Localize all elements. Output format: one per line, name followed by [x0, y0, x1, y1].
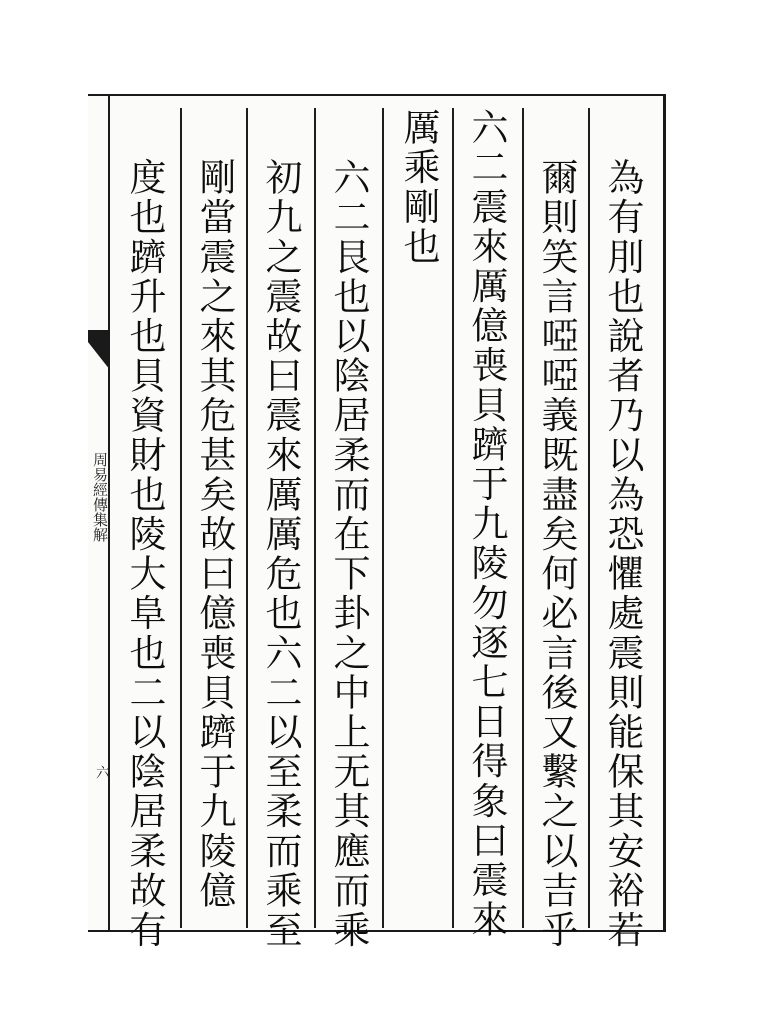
- column-rule: [522, 108, 524, 928]
- text-column-4: 厲乘剛也: [397, 108, 440, 267]
- column-rule: [452, 108, 454, 928]
- text-column-6: 初九之震故曰震來厲厲危也六二以至柔而乘至: [259, 158, 302, 950]
- column-rule: [246, 108, 248, 928]
- book-title: 周易經傳集解: [91, 452, 109, 542]
- text-column-1: 為有刖也說者乃以為恐懼處震則能保其安裕若: [601, 158, 644, 950]
- column-rule: [588, 108, 590, 928]
- page-number: 六: [94, 765, 110, 779]
- text-column-3: 六二震來厲億喪貝躋于九陵勿逐七日得象曰震來: [465, 108, 508, 940]
- text-column-8: 度也躋升也貝資財也陵大阜也二以陰居柔故有: [123, 158, 166, 950]
- text-column-2: 爾則笑言啞啞義既盡矣何必言後又繫之以吉乎: [535, 158, 578, 950]
- column-rule: [180, 108, 182, 928]
- text-column-5: 六二艮也以陰居柔而在下卦之中上无其應而乘: [327, 158, 370, 950]
- text-column-7: 剛當震之來其危甚矣故曰億喪貝躋于九陵億: [193, 158, 236, 911]
- column-rule: [314, 108, 316, 928]
- column-rule: [382, 108, 384, 928]
